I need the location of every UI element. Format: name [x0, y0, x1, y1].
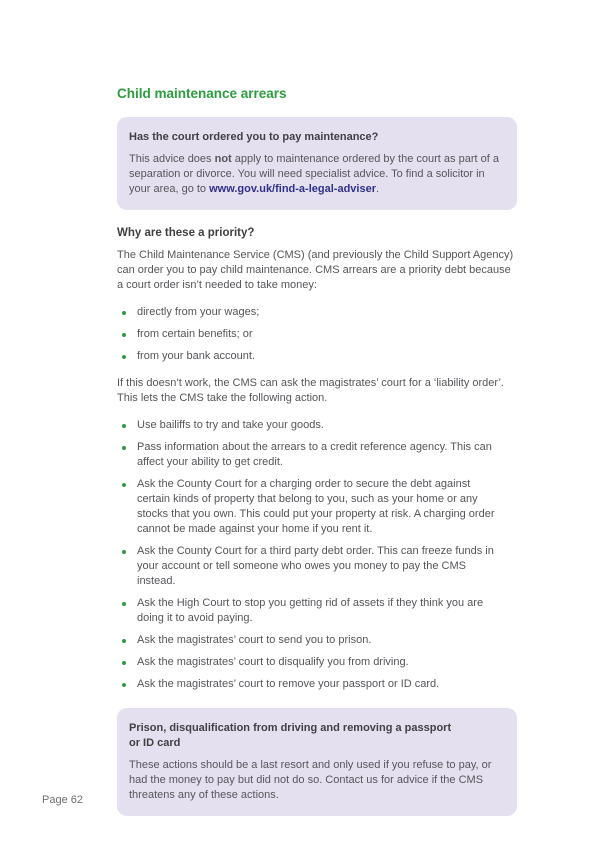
list-item-text: Ask the County Court for a third party debt order. This can freeze funds in your account or tell someone who owes you money to pay the CMS instead.: [137, 545, 494, 587]
list-item: [117, 596, 517, 626]
bullet-icon: [122, 446, 126, 450]
info-box-heading: Prison, disqualification from driving and removing a passport or ID card: [129, 722, 452, 749]
list-item-text: Use bailiffs to try and take your goods.: [137, 419, 324, 431]
bullet-icon: [122, 355, 126, 359]
info-box-body: [129, 152, 503, 197]
bullet-icon: [122, 661, 126, 665]
page-number: Page 62: [42, 794, 83, 806]
list-item-text: Ask the magistrates’ court to send you to prison.: [137, 634, 372, 646]
info-box-body-text: This advice does: [129, 153, 215, 165]
list-item: [117, 677, 517, 692]
list-item: [117, 544, 517, 589]
bullet-icon: [122, 311, 126, 315]
bullet-icon: [122, 424, 126, 428]
list-item-text: Pass information about the arrears to a credit reference agency. This can affect your ability to get credit.: [137, 441, 492, 468]
page-title: Child maintenance arrears: [117, 86, 287, 101]
intro-paragraph: The Child Maintenance Service (CMS) (and previously the Child Support Agency) can order you to pay child maintenance. CMS arrears are a priority debt because a court order isn’t needed to take money:: [117, 249, 514, 291]
find-legal-adviser-link[interactable]: www.gov.uk/find-a-legal-adviser: [209, 183, 376, 195]
list-item: [117, 440, 517, 470]
info-box-body: These actions should be a last resort and only used if you refuse to pay, or had the money to pay but did not do so. Contact us for advice if the CMS threatens any of these actions.: [129, 759, 492, 801]
cms-actions-list: [117, 418, 517, 692]
info-box-body-bold: not: [214, 153, 232, 165]
bullet-icon: [122, 683, 126, 687]
info-box-body-text: .: [375, 183, 380, 195]
bullet-icon: [122, 483, 126, 487]
court-maintenance-info-box: [117, 117, 517, 210]
list-item: [117, 327, 517, 342]
list-item-text: Ask the magistrates’ court to disqualify you from driving.: [137, 656, 409, 668]
liability-order-paragraph: If this doesn’t work, the CMS can ask the magistrates’ court for a ‘liability order’. This lets the CMS take the following action.: [117, 377, 504, 404]
list-item: [117, 477, 517, 537]
list-item: [117, 655, 517, 670]
bullet-icon: [122, 550, 126, 554]
info-box-heading: Has the court ordered you to pay maintenance?: [129, 131, 379, 143]
list-item: [117, 305, 517, 320]
list-item: [117, 633, 517, 648]
bullet-icon: [122, 639, 126, 643]
list-item-text: Ask the High Court to stop you getting rid of assets if they think you are doing it to avoid paying.: [137, 597, 484, 624]
list-item-text: from your bank account.: [137, 350, 256, 362]
bullet-icon: [122, 602, 126, 606]
list-item-text: Ask the magistrates’ court to remove your passport or ID card.: [137, 678, 440, 690]
list-item-text: Ask the County Court for a charging order to secure the debt against certain kinds of property that belong to you, such as your home or any stocks that you own. This could put your property at risk. A charging order cannot be made against your home if you rent it.: [137, 478, 495, 535]
money-sources-list: [117, 305, 517, 364]
bullet-icon: [122, 333, 126, 337]
section-heading-priority: Why are these a priority?: [117, 227, 255, 239]
list-item: [117, 418, 517, 433]
page-content: [117, 86, 517, 816]
prison-warning-info-box: [117, 708, 517, 816]
info-box-body-text: apply to maintenance ordered by the court as part of a separation or divorce. You will need specialist advice. To find a solicitor in your area, go to: [129, 153, 499, 195]
list-item-text: from certain benefits; or: [137, 328, 253, 340]
list-item-text: directly from your wages;: [137, 306, 260, 318]
list-item: [117, 349, 517, 364]
